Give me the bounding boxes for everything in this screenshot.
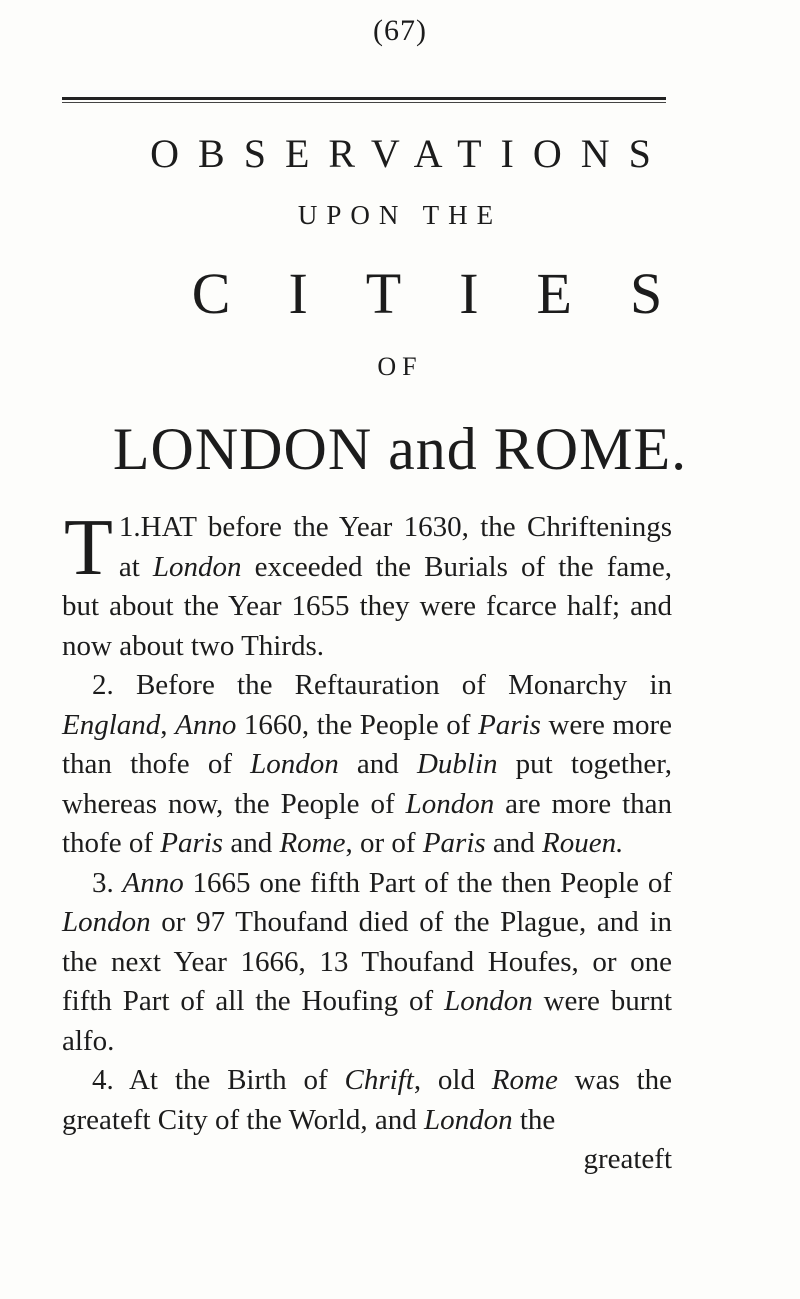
title-upon-the: UPON THE <box>297 200 503 230</box>
title-london-and-rome: LONDON and ROME. <box>112 416 688 482</box>
text-run: were burnt alfo. <box>62 985 673 1057</box>
paragraph-4-text <box>62 1064 672 1136</box>
text-run: and <box>338 748 417 780</box>
paragraph-3-text <box>62 867 672 1057</box>
text-run: , or of <box>345 827 423 859</box>
italic-text: Rome <box>279 827 346 859</box>
italic-text: London <box>444 985 533 1017</box>
text-run: HAT before the Year 1630, the Chriftenings at <box>118 511 672 583</box>
text-run: 1665 one fifth Part of the then People of <box>183 866 672 899</box>
text-run: 1660, the People of <box>236 708 479 741</box>
italic-text: Paris <box>422 827 486 859</box>
text-run: or 97 Thoufand died of the Plague, and in the next Year 1666, 13 Thoufand Houfes, or one fifth Part of all the Houfing of <box>62 906 672 1017</box>
text-run: and <box>223 827 280 859</box>
title-observations: OBSERVATIONS <box>150 131 670 176</box>
text-run: are more than thofe of <box>62 787 673 859</box>
title-of: OF <box>377 352 423 381</box>
header-rule <box>62 97 666 100</box>
paragraph-3 <box>62 864 672 1062</box>
text-run: were more than thofe of <box>62 708 673 780</box>
text-run: , old <box>413 1064 492 1096</box>
text-run: exceeded the Burials of the fame, but about the Year 1655 they were fcarce half; and now about two Thirds. <box>62 550 672 662</box>
italic-text: Rouen. <box>542 827 624 859</box>
italic-text: London <box>405 787 495 820</box>
text-run: put together, whereas now, the People of <box>62 748 672 820</box>
italic-text: England <box>62 708 161 741</box>
catchword: greateft <box>583 1143 672 1175</box>
body-text <box>62 504 673 1180</box>
italic-text: Anno <box>122 866 184 899</box>
text-run: was the greateft City of the World, and <box>62 1064 672 1136</box>
paragraph-number: 2. <box>92 669 114 701</box>
italic-text: London <box>62 906 151 938</box>
italic-text: London <box>250 748 339 780</box>
italic-text: Rome <box>491 1064 558 1096</box>
italic-text: Chrift <box>344 1064 414 1096</box>
paragraph-1 <box>62 504 672 666</box>
text-run: and <box>485 827 543 859</box>
text-run: the <box>512 1103 556 1136</box>
paragraph-1-text <box>62 504 672 662</box>
italic-text: Paris <box>160 827 224 859</box>
paragraph-number: 3. <box>92 866 114 899</box>
paragraph-number: 1. <box>118 511 141 543</box>
page-number: (67) <box>373 14 427 47</box>
text-run: , <box>160 708 176 741</box>
title-cities: CITIES <box>191 261 721 326</box>
italic-text: London <box>152 550 242 583</box>
drop-cap: T <box>64 504 113 592</box>
paragraph-2-text <box>62 669 672 859</box>
paragraph-number: 4. <box>92 1064 114 1096</box>
italic-text: London <box>423 1103 513 1136</box>
paragraph-2 <box>62 666 672 864</box>
text-run: At the Birth of <box>128 1064 345 1096</box>
text-run: Before the Reftauration of Monarchy in <box>135 669 672 701</box>
header-rule-thin <box>62 102 666 103</box>
italic-text: Anno <box>175 708 237 741</box>
italic-text: Dublin <box>416 748 498 780</box>
italic-text: Paris <box>478 708 541 741</box>
paragraph-4 <box>62 1061 672 1140</box>
